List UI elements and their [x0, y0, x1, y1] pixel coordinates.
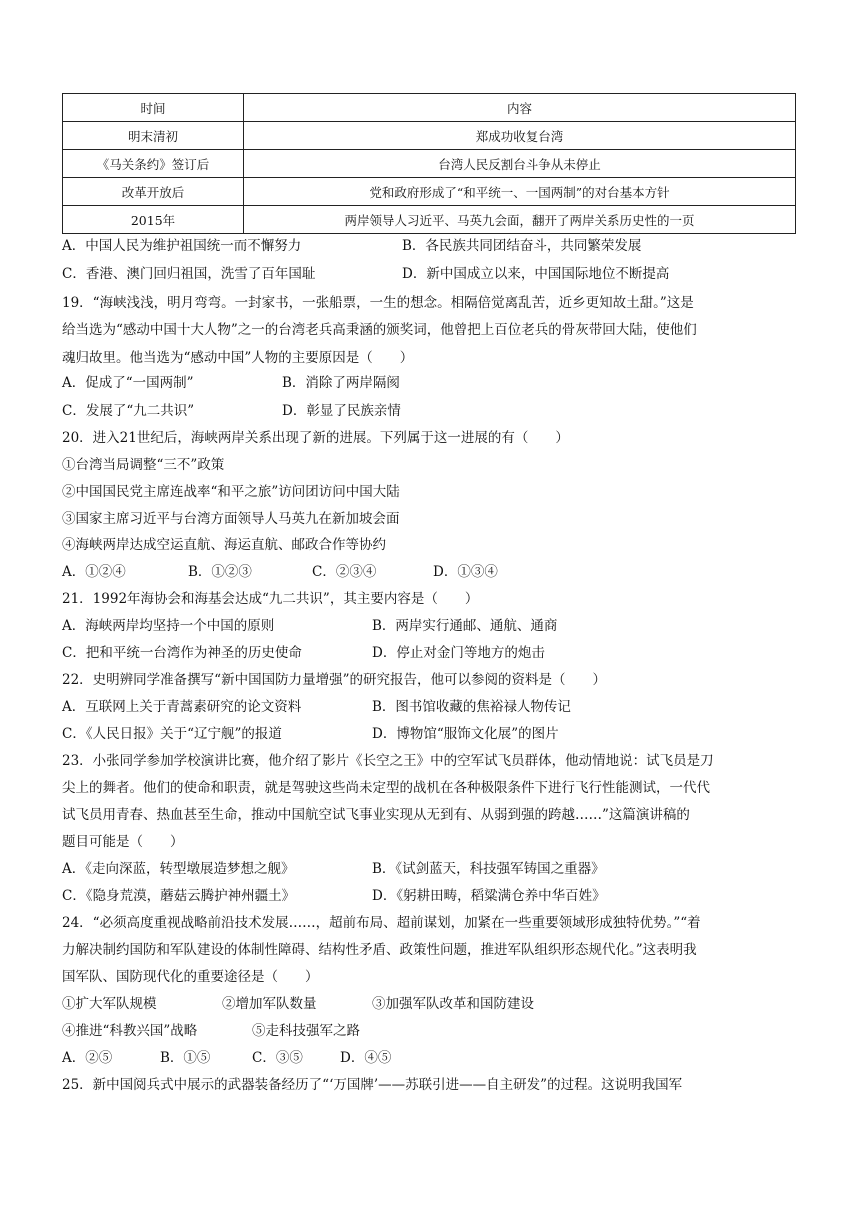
q22-option-a: A．互联网上关于青蒿素研究的论文资料	[62, 699, 302, 715]
history-table	[62, 93, 796, 234]
q24-item-5: ⑤走科技强军之路	[252, 1023, 360, 1039]
q24-stem-line-2: 力解决制约国防和军队建设的体制性障碍、结构性矛盾、政策性问题，推进军队组织形态规代化。”这表明我	[62, 942, 697, 958]
q24-stem-line-1: 24．“必须高度重视战略前沿技术发展……，超前布局、超前谋划，加紧在一些重要领域形成独特优势。”“着	[62, 915, 701, 931]
q23-option-d: D．《躬耕田畴，稻粱满仓养中华百姓》	[372, 888, 606, 904]
table-header-content: 内容	[244, 94, 796, 122]
q20-option-b: B．①②③	[188, 564, 252, 580]
q20-item-2: ②中国国民党主席连战率“和平之旅”访问团访问中国大陆	[62, 484, 400, 500]
table-cell: 改革开放后	[63, 178, 244, 206]
q20-option-d: D．①③④	[433, 564, 498, 580]
q19-option-c: C．发展了“九二共识”	[62, 403, 195, 419]
table-row	[63, 122, 796, 150]
q19-stem-line-1: 19．“海峡浅浅，明月弯弯。一封家书，一张船票，一生的想念。相隔倍觉离乱苦，近乡更知故土甜。”这是	[62, 295, 694, 311]
q19-option-a: A．促成了“一国两制”	[62, 375, 194, 391]
q24-stem-line-3: 国军队、国防现代化的重要途径是（ ）	[62, 969, 319, 985]
q23-option-a: A．《走向深蓝，转型墩展造梦想之舰》	[62, 861, 295, 877]
q19-option-d: D．彰显了民族亲情	[282, 403, 401, 419]
q23-option-c: C．《隐身荒漠，蘑菇云腾护神州疆土》	[62, 888, 296, 904]
q20-option-c: C．②③④	[312, 564, 377, 580]
q24-item-4: ④推进“科教兴国”战略	[62, 1023, 198, 1039]
q19-stem-line-3: 魂归故里。他当选为“感动中国”人物的主要原因是（ ）	[62, 350, 414, 366]
q24-item-3: ③加强军队改革和国防建设	[372, 996, 534, 1012]
table-cell: 《马关条约》签订后	[63, 150, 244, 178]
q25-stem: 25．新中国阅兵式中展示的武器装备经历了“‘万国牌’——苏联引进——自主研发”的过程。这说明我国军	[62, 1077, 683, 1093]
q24-item-1: ①扩大军队规模	[62, 996, 157, 1012]
q24-option-d: D．④⑤	[340, 1050, 392, 1066]
q18-option-d: D．新中国成立以来，中国国际地位不断提高	[402, 266, 670, 282]
table-cell: 党和政府形成了“和平统一、一国两制”的对台基本方针	[244, 178, 796, 206]
q23-stem-line-4: 题目可能是（ ）	[62, 834, 184, 850]
q20-stem: 20．进入21世纪后，海峡两岸关系出现了新的进展。下列属于这一进展的有（ ）	[62, 430, 569, 446]
table-row	[63, 178, 796, 206]
q22-option-b: B．图书馆收藏的焦裕禄人物传记	[372, 699, 571, 715]
q22-option-d: D．博物馆“服饰文化展”的图片	[372, 726, 559, 742]
q24-item-2: ②增加军队数量	[222, 996, 317, 1012]
q20-item-3: ③国家主席习近平与台湾方面领导人马英九在新加坡会面	[62, 511, 400, 527]
q18-option-c: C．香港、澳门回归祖国，洗雪了百年国耻	[62, 266, 316, 282]
q20-item-1: ①台湾当局调整“三不”政策	[62, 457, 225, 473]
q20-item-4: ④海峡两岸达成空运直航、海运直航、邮政合作等协约	[62, 537, 386, 553]
q24-option-b: B．①⑤	[160, 1050, 211, 1066]
q21-stem: 21．1992年海协会和海基会达成“九二共识”，其主要内容是（ ）	[62, 591, 479, 607]
q19-stem-line-2: 给当选为“感动中国十大人物”之一的台湾老兵高秉涵的颁奖词，他曾把上百位老兵的骨灰带回大陆，使他们	[62, 322, 697, 338]
table-row	[63, 150, 796, 178]
q21-option-a: A．海峡两岸均坚持一个中国的原则	[62, 618, 275, 634]
q24-option-c: C．③⑤	[252, 1050, 303, 1066]
q18-option-a: A．中国人民为维护祖国统一而不懈努力	[62, 238, 302, 254]
q22-option-c: C．《人民日报》关于“辽宁舰”的报道	[62, 726, 282, 742]
q23-stem-line-3: 试飞员用青春、热血甚至生命，推动中国航空试飞事业实现从无到有、从弱到强的跨越……”这篇演讲稿的	[62, 807, 690, 823]
table-cell: 明末清初	[63, 122, 244, 150]
q21-option-b: B．两岸实行通邮、通航、通商	[372, 618, 558, 634]
table-header-row	[63, 94, 796, 122]
q23-stem-line-1: 23．小张同学参加学校演讲比赛，他介绍了影片《长空之王》中的空军试飞员群体，他动情地说：试飞员是刀	[62, 753, 714, 769]
table-cell: 郑成功收复台湾	[244, 122, 796, 150]
q21-option-c: C．把和平统一台湾作为神圣的历史使命	[62, 645, 302, 661]
q20-option-a: A．①②④	[62, 564, 126, 580]
table-cell: 2015年	[63, 206, 244, 234]
table-cell: 台湾人民反割台斗争从未停止	[244, 150, 796, 178]
q24-option-a: A．②⑤	[62, 1050, 113, 1066]
q21-option-d: D．停止对金门等地方的炮击	[372, 645, 545, 661]
table-header-time: 时间	[63, 94, 244, 122]
q23-option-b: B．《试剑蓝天，科技强军铸国之重器》	[372, 861, 605, 877]
table-row	[63, 206, 796, 234]
q22-stem: 22．史明辨同学准备撰写“新中国国防力量增强”的研究报告，他可以参阅的资料是（ ）	[62, 672, 606, 688]
q18-option-b: B．各民族共同团结奋斗，共同繁荣发展	[402, 238, 642, 254]
q23-stem-line-2: 尖上的舞者。他们的使命和职责，就是驾驶这些尚未定型的战机在各种极限条件下进行飞行性能测试，一代代	[62, 780, 710, 796]
table-cell: 两岸领导人习近平、马英九会面，翻开了两岸关系历史性的一页	[244, 206, 796, 234]
q19-option-b: B．消除了两岸隔阂	[282, 375, 400, 391]
